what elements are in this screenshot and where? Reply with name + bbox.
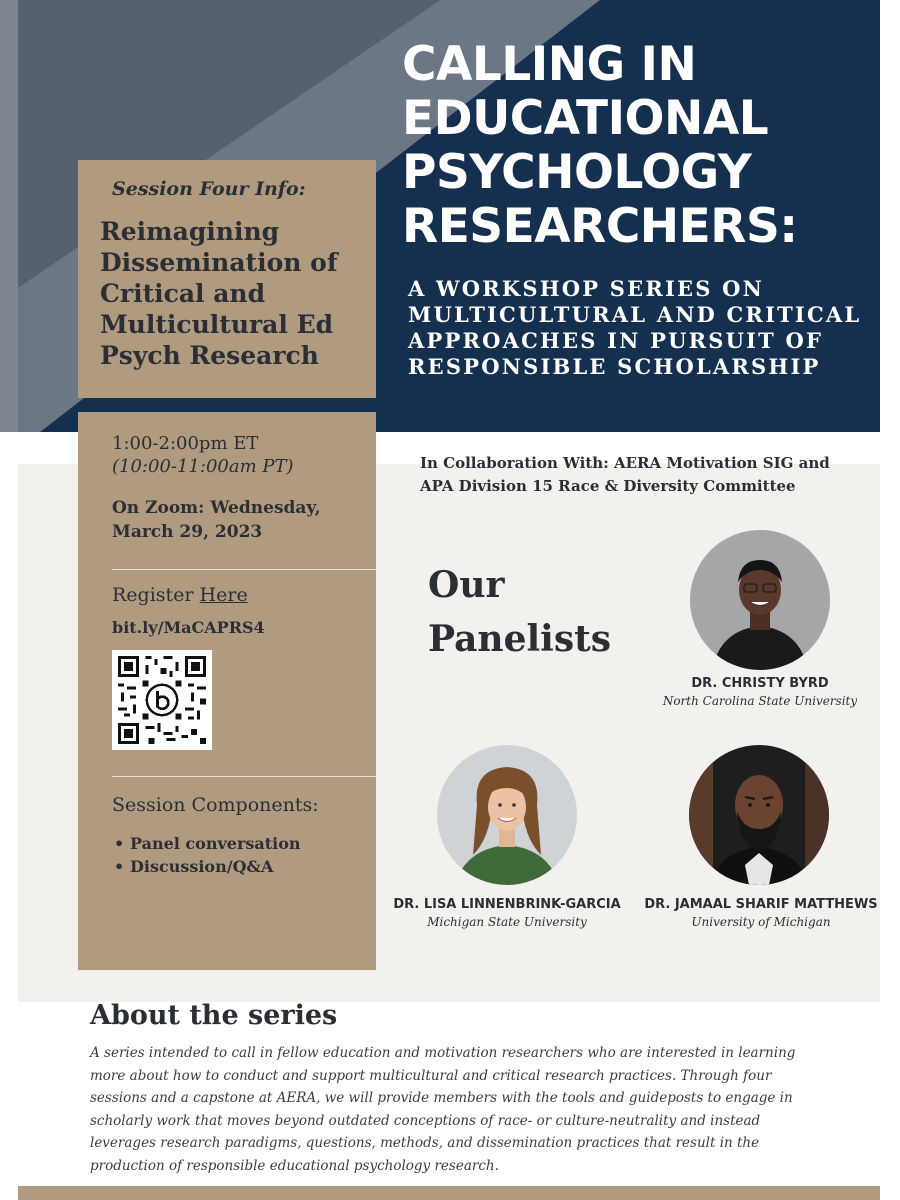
headline-line: CALLING IN — [402, 37, 697, 92]
panelist-photo-matthews — [689, 745, 829, 885]
panelists-heading — [428, 558, 611, 666]
panelists-heading-line: Panelists — [428, 618, 612, 660]
left-edge-strip — [0, 0, 18, 432]
about-text: A series intended to call in fellow education and motivation researchers who are interested in learning more about how to conduct and support multicultural and critical research practices. Through four sessions and a capstone at AERA, we will provide members with the tools and guideposts to engage in scholarly work that moves beyond outdated conceptions of race- or culture-neutrality and instead leverages research paradigms, questions, methods, and dissemination practices that result in the production of responsible educational psychology research. — [90, 1045, 796, 1174]
session-label: Session Four Info: — [112, 178, 306, 200]
list-item — [114, 855, 301, 878]
divider — [112, 776, 376, 777]
components-list — [114, 832, 301, 878]
qr-code-icon[interactable] — [112, 650, 212, 750]
panelist-institution: University of Michigan — [691, 915, 831, 929]
register-label: Register — [112, 584, 200, 606]
portrait-avatar — [689, 745, 829, 885]
time-pt: (10:00-11:00am PT) — [112, 456, 294, 477]
event-details-box — [78, 412, 376, 970]
register-line — [112, 584, 248, 606]
event-date: On Zoom: Wednesday, March 29, 2023 — [112, 498, 321, 542]
session-info-box — [78, 160, 376, 398]
component-label: Panel conversation — [130, 834, 301, 853]
components-title: Session Components: — [112, 794, 319, 816]
portrait-avatar — [437, 745, 577, 885]
headline-line: PSYCHOLOGY — [402, 145, 752, 200]
collaboration-note: In Collaboration With: AERA Motivation SIG and APA Division 15 Race & Diversity Committee — [420, 454, 830, 495]
panelists-heading-line: Our — [428, 564, 505, 606]
event-time — [112, 432, 294, 478]
list-item — [114, 832, 301, 855]
session-title: Reimagining Dissemination of Critical and Multicultural Ed Psych Research — [100, 217, 338, 370]
panelist-photo-byrd — [690, 530, 830, 670]
subtitle: A WORKSHOP SERIES ON MULTICULTURAL AND CRITICAL APPROACHES IN PURSUIT OF RESPONSIBLE SCHOLARSHIP — [408, 276, 862, 379]
bullet-icon: • — [114, 857, 125, 876]
bottom-strip — [18, 1186, 880, 1200]
panelist-institution: North Carolina State University — [662, 694, 858, 708]
panelist-name: DR. CHRISTY BYRD — [691, 676, 829, 691]
headline-line: RESEARCHERS: — [402, 199, 798, 254]
time-et: 1:00-2:00pm ET — [112, 433, 259, 454]
divider — [112, 569, 376, 570]
component-label: Discussion/Q&A — [130, 857, 274, 876]
about-title: About the series — [90, 1000, 338, 1031]
bullet-icon: • — [114, 834, 125, 853]
register-link[interactable]: Here — [199, 584, 248, 606]
portrait-avatar — [690, 530, 830, 670]
panelist-institution: Michigan State University — [427, 915, 587, 929]
short-link[interactable]: bit.ly/MaCAPRS4 — [112, 618, 265, 637]
panelist-name: DR. JAMAAL SHARIF MATTHEWS — [644, 897, 878, 912]
headline — [402, 38, 798, 254]
qr-code-graphic — [118, 656, 206, 744]
panelist-name: DR. LISA LINNENBRINK-GARCIA — [393, 897, 621, 912]
headline-line: EDUCATIONAL — [402, 91, 769, 146]
panelist-photo-linnenbrink-garcia — [437, 745, 577, 885]
